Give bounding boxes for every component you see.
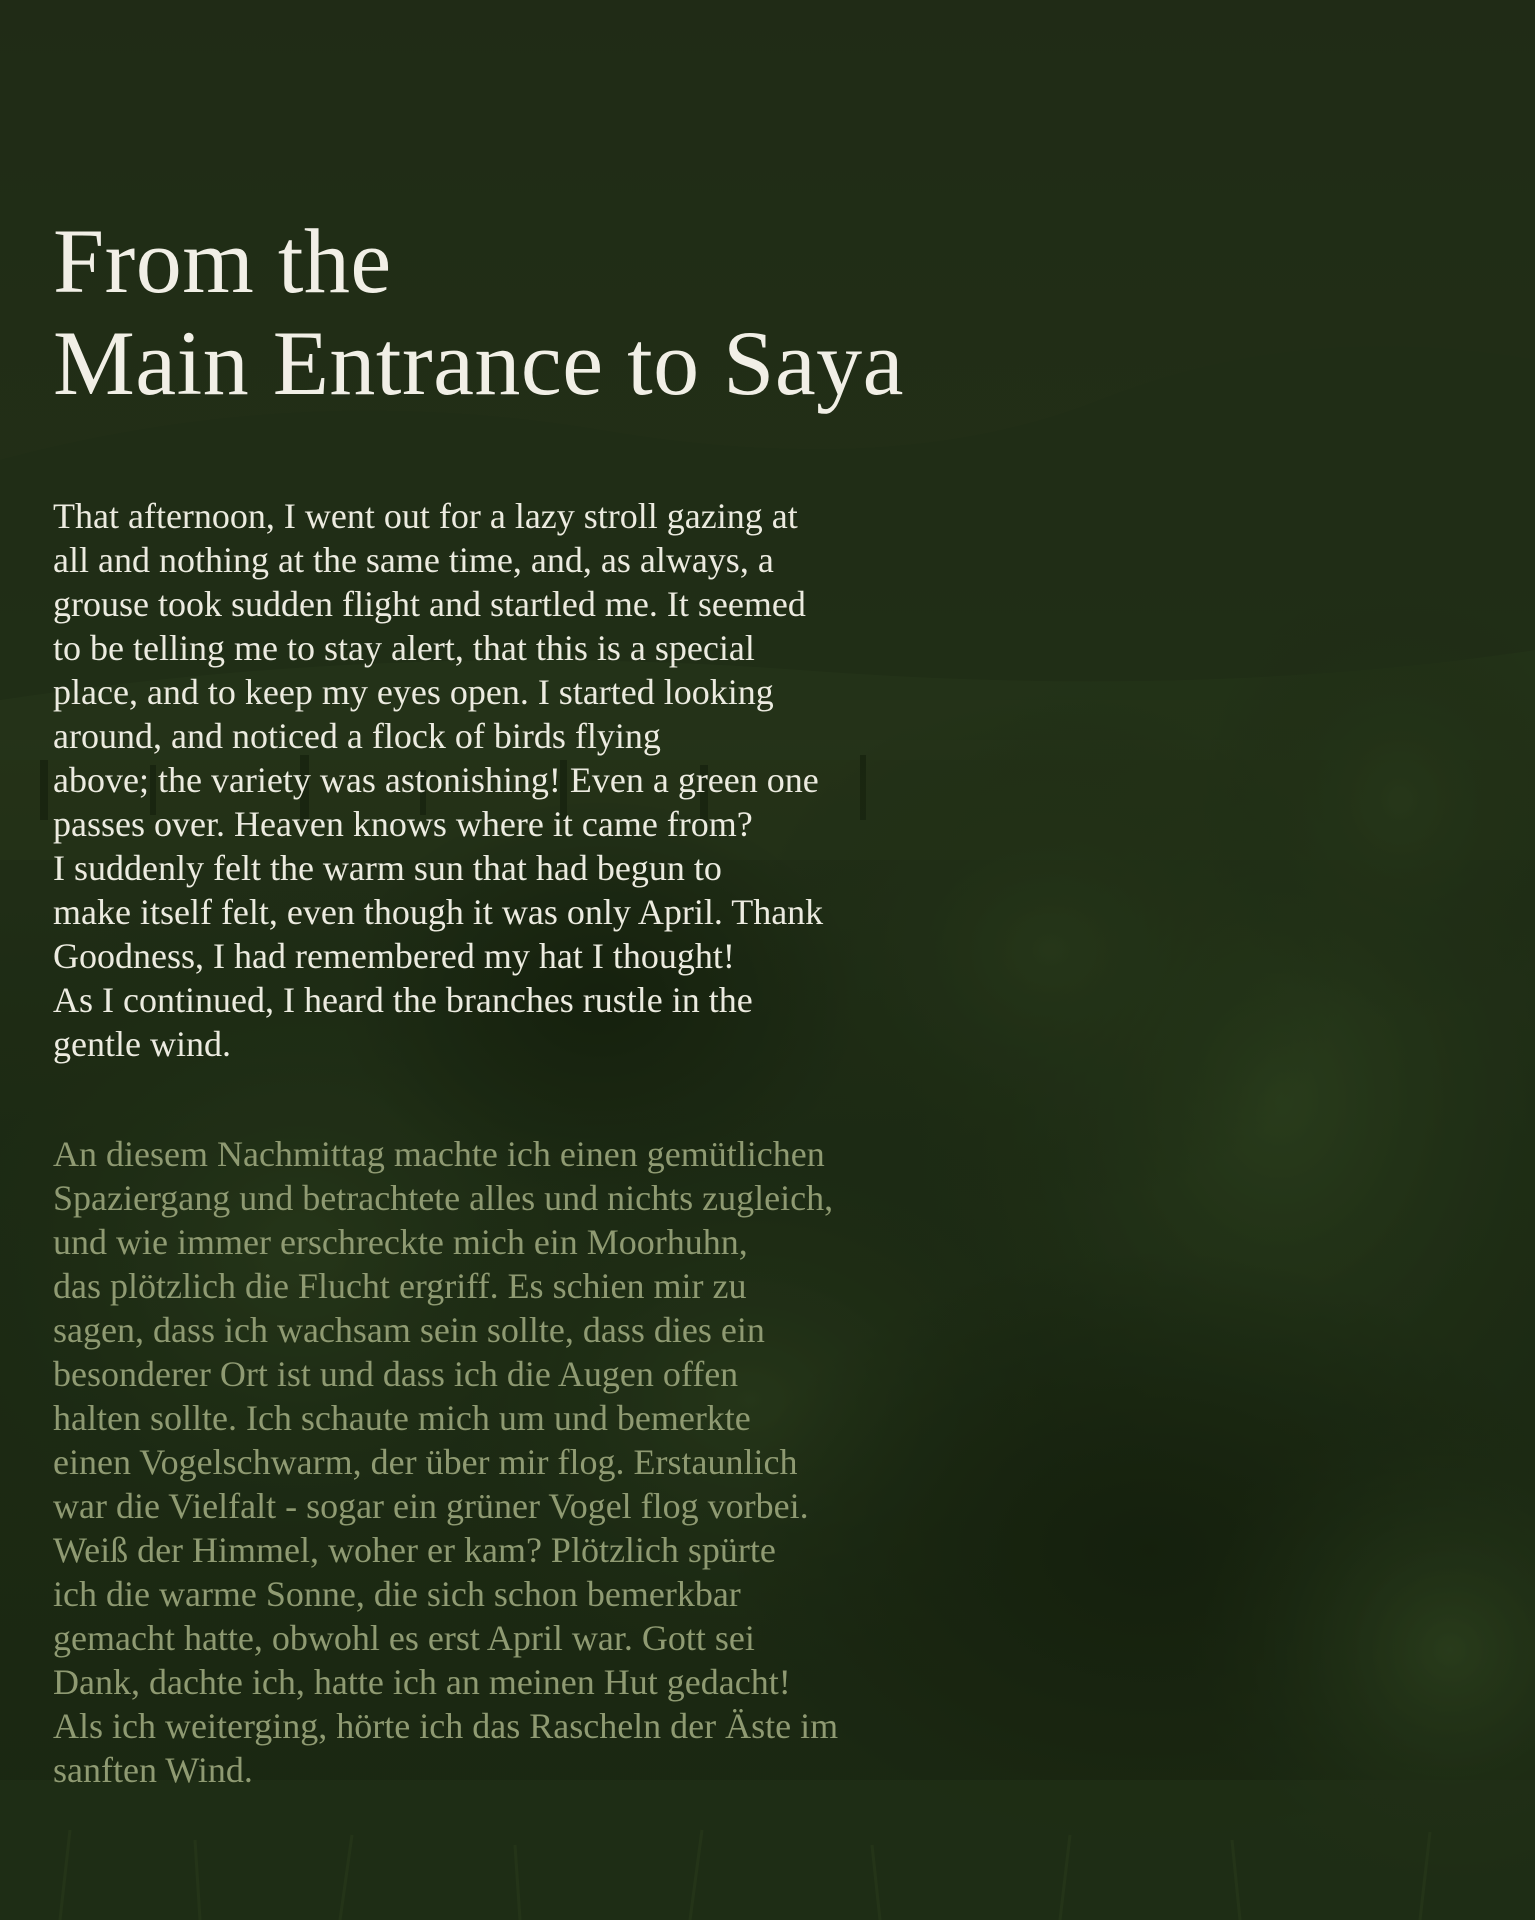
page-title — [53, 210, 1053, 414]
text-line: und wie immer erschreckte mich ein Moorhuhn, — [53, 1222, 748, 1262]
text-line: einen Vogelschwarm, der über mir flog. Erstaunlich — [53, 1442, 798, 1482]
text-line: to be telling me to stay alert, that this is a special — [53, 628, 755, 668]
text-line: besonderer Ort ist und dass ich die Augen offen — [53, 1354, 739, 1394]
text-line: all and nothing at the same time, and, as always, a — [53, 540, 774, 580]
text-line: make itself felt, even though it was only April. Thank — [53, 892, 824, 932]
text-line: Goodness, I had remembered my hat I thought! — [53, 936, 735, 976]
text-line: gentle wind. — [53, 1024, 231, 1064]
article — [53, 210, 1053, 1792]
text-line: grouse took sudden flight and startled me. It seemed — [53, 584, 806, 624]
text-line: Als ich weiterging, hörte ich das Rascheln der Äste im — [53, 1706, 839, 1746]
title-line: From the — [53, 210, 392, 312]
title-line: Main Entrance to Saya — [53, 312, 904, 414]
text-line: Weiß der Himmel, woher er kam? Plötzlich spürte — [53, 1530, 776, 1570]
text-line: gemacht hatte, obwohl es erst April war. Gott sei — [53, 1618, 755, 1658]
text-line: war die Vielfalt - sogar ein grüner Vogel flog vorbei. — [53, 1486, 809, 1526]
text-line: I suddenly felt the warm sun that had begun to — [53, 848, 722, 888]
paragraph-german — [53, 1132, 983, 1792]
text-line: passes over. Heaven knows where it came from? — [53, 804, 753, 844]
text-line: above; the variety was astonishing! Even a green one — [53, 760, 819, 800]
text-line: sagen, dass ich wachsam sein sollte, dass dies ein — [53, 1310, 765, 1350]
text-line: halten sollte. Ich schaute mich um und bemerkte — [53, 1398, 751, 1438]
text-line: Spaziergang und betrachtete alles und nichts zugleich, — [53, 1178, 834, 1218]
text-line: place, and to keep my eyes open. I started looking — [53, 672, 774, 712]
text-line: around, and noticed a flock of birds flying — [53, 716, 661, 756]
text-line: ich die warme Sonne, die sich schon bemerkbar — [53, 1574, 741, 1614]
text-line: That afternoon, I went out for a lazy stroll gazing at — [53, 496, 798, 536]
paragraph-english — [53, 494, 983, 1066]
text-line: sanften Wind. — [53, 1750, 253, 1790]
text-line: das plötzlich die Flucht ergriff. Es schien mir zu — [53, 1266, 747, 1306]
text-line: Dank, dachte ich, hatte ich an meinen Hut gedacht! — [53, 1662, 791, 1702]
text-line: An diesem Nachmittag machte ich einen gemütlichen — [53, 1134, 825, 1174]
text-line: As I continued, I heard the branches rustle in the — [53, 980, 753, 1020]
